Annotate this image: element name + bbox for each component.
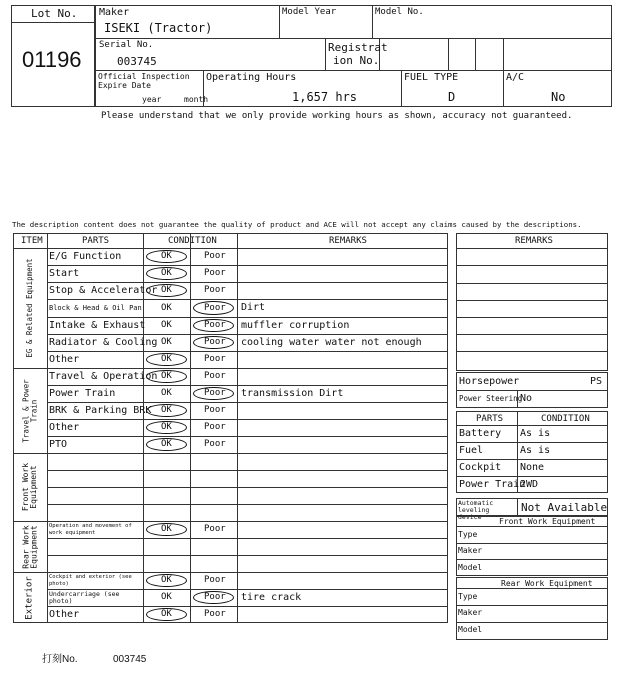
registration-label-2: ion No. xyxy=(333,54,380,67)
remark-text: cooling water water not enough xyxy=(241,336,422,348)
poor-selected-circle xyxy=(193,301,234,315)
poor-option[interactable]: Poor xyxy=(204,592,226,602)
fuel-type-value: D xyxy=(448,90,456,104)
ok-selected-circle xyxy=(146,438,187,451)
ok-selected-circle xyxy=(146,370,187,383)
ac-value: No xyxy=(551,90,566,104)
part-name: Cockpit and exterior (see photo) xyxy=(49,574,132,587)
right-part-name: Battery xyxy=(459,428,502,439)
condition-header: CONDITION xyxy=(541,414,590,424)
part-name: Power Train xyxy=(49,387,116,399)
right-part-condition: None xyxy=(520,462,545,473)
horsepower-unit: PS xyxy=(590,376,603,387)
auto-leveling-label: Automatic leveling device xyxy=(458,499,494,521)
ok-option[interactable]: OK xyxy=(161,320,172,330)
part-name: Block & Head & Oil Pan xyxy=(49,303,142,312)
part-name: Undercarriage (see photo) xyxy=(49,590,120,605)
stamp-label: 打刻No. xyxy=(42,654,78,665)
poor-option[interactable]: Poor xyxy=(204,285,226,295)
poor-option[interactable]: Poor xyxy=(204,609,226,619)
ok-option[interactable]: OK xyxy=(161,285,172,295)
front-maker-label: Maker xyxy=(458,546,483,555)
poor-option[interactable]: Poor xyxy=(204,575,226,585)
ok-selected-circle xyxy=(146,404,187,417)
part-name: Intake & Exhaust xyxy=(49,319,146,331)
maker-label: Maker xyxy=(99,7,130,18)
serial-value: 003745 xyxy=(117,55,157,68)
part-name: Operation and movement of work equipment xyxy=(49,523,132,536)
poor-selected-circle xyxy=(193,387,234,400)
rear-maker-label: Maker xyxy=(458,608,483,617)
right-part-name: Fuel xyxy=(459,445,484,456)
right-part-name: Cockpit xyxy=(459,462,502,473)
front-type-label: Type xyxy=(458,530,478,539)
registration-label-1: Registrat xyxy=(328,41,388,54)
inspection-label-1: Official Inspection xyxy=(98,72,190,81)
ok-selected-circle xyxy=(146,608,187,621)
front-model-label: Model xyxy=(458,563,483,572)
ok-option[interactable]: OK xyxy=(161,405,172,415)
month-label: month xyxy=(184,95,209,104)
ok-option[interactable]: OK xyxy=(161,575,172,585)
right-part-condition: 2WD xyxy=(520,479,539,490)
ok-selected-circle xyxy=(146,353,187,366)
poor-option[interactable]: Poor xyxy=(204,405,226,415)
parts-header: PARTS xyxy=(476,414,504,424)
hours-accuracy-note: Please understand that we only provide working hours as shown, accuracy not guaranteed. xyxy=(101,111,573,121)
ok-option[interactable]: OK xyxy=(161,609,172,619)
ok-option[interactable]: OK xyxy=(161,524,172,534)
right-part-condition: As is xyxy=(520,428,551,439)
operating-hours-label: Operating Hours xyxy=(206,72,297,83)
ok-option[interactable]: OK xyxy=(161,354,172,364)
front-work-title: Front Work Equipment xyxy=(499,517,596,526)
ok-option[interactable]: OK xyxy=(161,388,172,398)
part-name: Other xyxy=(49,421,80,433)
poor-option[interactable]: Poor xyxy=(204,388,226,398)
right-part-name: Power Train xyxy=(459,479,526,490)
right-part-condition: As is xyxy=(520,445,551,456)
section-label: Travel & Power Train xyxy=(21,378,38,443)
operating-hours-value: 1,657 hrs xyxy=(292,90,358,104)
col-item-header: ITEM xyxy=(21,236,43,246)
poor-option[interactable]: Poor xyxy=(204,320,226,330)
maker-value: ISEKI (Tractor) xyxy=(104,21,213,35)
part-name: Travel & Operation xyxy=(49,370,158,382)
part-name: Other xyxy=(49,608,80,620)
part-name: Start xyxy=(49,267,80,279)
auto-leveling-value: Not Available xyxy=(521,501,608,514)
model-year-label: Model Year xyxy=(282,7,337,17)
remark-text: tire crack xyxy=(241,591,302,603)
ok-selected-circle xyxy=(146,421,187,434)
remark-text: Dirt xyxy=(241,302,266,313)
col-parts-header: PARTS xyxy=(82,236,110,246)
rear-work-title: Rear Work Equipment xyxy=(501,579,593,588)
poor-option[interactable]: Poor xyxy=(204,302,226,313)
poor-option[interactable]: Poor xyxy=(204,337,226,347)
poor-option[interactable]: Poor xyxy=(204,371,226,381)
col-condition-header: CONDITION xyxy=(168,236,217,246)
power-steering-label: Power Steering xyxy=(459,394,523,403)
part-name: Other xyxy=(49,353,80,365)
poor-selected-circle xyxy=(193,319,234,332)
part-name: BRK & Parking BRK xyxy=(49,404,152,416)
ok-option[interactable]: OK xyxy=(161,371,172,381)
ok-selected-circle xyxy=(146,250,187,263)
serial-label: Serial No. xyxy=(99,40,154,50)
poor-option[interactable]: Poor xyxy=(204,354,226,364)
ok-option[interactable]: OK xyxy=(161,302,172,313)
poor-option[interactable]: Poor xyxy=(204,422,226,432)
inspection-label-2: Expire Date xyxy=(98,81,151,90)
part-name: PTO xyxy=(49,438,68,450)
right-remarks-header: REMARKS xyxy=(515,236,553,246)
col-remarks-header: REMARKS xyxy=(329,236,367,246)
poor-selected-circle xyxy=(193,336,234,349)
section-label: Front Work Equipment xyxy=(20,462,38,512)
section-label: Exterior xyxy=(24,575,35,620)
part-name: Radiator & Cooling xyxy=(49,336,158,348)
ac-label: A/C xyxy=(506,72,525,83)
stamp-value: 003745 xyxy=(113,654,147,665)
rear-type-label: Type xyxy=(458,592,478,601)
disclaimer: The description content does not guarantee the quality of product and ACE will not accept any claims caused by the descriptions. xyxy=(12,220,582,229)
ok-option[interactable]: OK xyxy=(161,337,172,347)
ok-option[interactable]: OK xyxy=(161,422,172,432)
lot-number: 01196 xyxy=(22,47,82,72)
year-label: year xyxy=(142,95,162,104)
power-steering-value: No xyxy=(520,393,533,404)
remark-text: transmission Dirt xyxy=(241,387,344,399)
section-label: Rear Work Equipment xyxy=(20,524,38,569)
section-label: EG & Related Equipment xyxy=(25,258,35,358)
ok-option[interactable]: OK xyxy=(161,439,172,449)
poor-option[interactable]: Poor xyxy=(204,268,226,278)
remark-text: muffler corruption xyxy=(241,319,350,331)
rear-model-label: Model xyxy=(458,625,483,634)
lot-label: Lot No. xyxy=(31,7,78,20)
poor-selected-circle xyxy=(193,591,234,604)
ok-option[interactable]: OK xyxy=(161,268,172,278)
poor-option[interactable]: Poor xyxy=(204,524,226,534)
model-no-label: Model No. xyxy=(375,7,424,17)
poor-option[interactable]: Poor xyxy=(204,251,226,261)
ok-selected-circle xyxy=(146,574,187,587)
ok-selected-circle xyxy=(146,284,187,297)
ok-option[interactable]: OK xyxy=(161,592,172,602)
ok-selected-circle xyxy=(146,267,187,280)
ok-selected-circle xyxy=(146,523,187,536)
horsepower-label: Horsepower xyxy=(459,376,520,387)
part-name: E/G Function xyxy=(49,250,122,262)
part-name: Stop & Accelerator xyxy=(49,284,158,296)
fuel-type-label: FUEL TYPE xyxy=(404,72,459,83)
poor-option[interactable]: Poor xyxy=(204,439,226,449)
ok-option[interactable]: OK xyxy=(161,251,172,261)
